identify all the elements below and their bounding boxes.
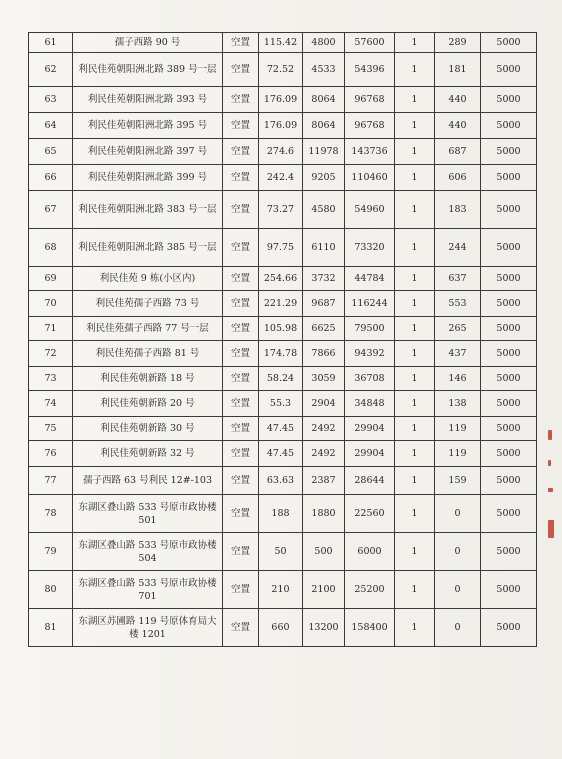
cell-status: 空置: [223, 571, 259, 609]
cell-address: 东湖区叠山路 533 号原市政协楼 501: [73, 495, 223, 533]
cell-area: 47.45: [259, 417, 303, 441]
cell-area: 174.78: [259, 341, 303, 367]
cell-annual-rent: 57600: [345, 33, 395, 53]
table-row: [29, 267, 537, 291]
cell-monthly-rent: 8064: [303, 87, 345, 113]
cell-annual-rent: 54396: [345, 53, 395, 87]
table-row: [29, 441, 537, 467]
cell-monthly-rent: 1880: [303, 495, 345, 533]
cell-area: 50: [259, 533, 303, 571]
table-row: [29, 495, 537, 533]
cell-status: 空置: [223, 191, 259, 229]
cell-deposit: 5000: [481, 165, 537, 191]
cell-status: 空置: [223, 495, 259, 533]
red-stamp-fragment: [548, 430, 558, 560]
cell-annual-rent: 110460: [345, 165, 395, 191]
cell-deposit: 5000: [481, 467, 537, 495]
cell-area: 72.52: [259, 53, 303, 87]
cell-address: 利民佳苑孺子西路 77 号一层: [73, 317, 223, 341]
cell-fee: 0: [435, 495, 481, 533]
cell-status: 空置: [223, 113, 259, 139]
cell-status: 空置: [223, 229, 259, 267]
cell-area: 115.42: [259, 33, 303, 53]
table-row: [29, 165, 537, 191]
table-row: [29, 291, 537, 317]
cell-monthly-rent: 11978: [303, 139, 345, 165]
cell-deposit: 5000: [481, 53, 537, 87]
cell-fee: 637: [435, 267, 481, 291]
cell-status: 空置: [223, 609, 259, 647]
cell-address: 利民佳苑 9 栋(小区内): [73, 267, 223, 291]
cell-term: 1: [395, 609, 435, 647]
table-row: [29, 467, 537, 495]
cell-monthly-rent: 2904: [303, 391, 345, 417]
table-row: [29, 341, 537, 367]
cell-area: 242.4: [259, 165, 303, 191]
table-row: [29, 33, 537, 53]
cell-annual-rent: 25200: [345, 571, 395, 609]
cell-status: 空置: [223, 165, 259, 191]
table-row: [29, 87, 537, 113]
cell-number: 78: [29, 495, 73, 533]
cell-annual-rent: 94392: [345, 341, 395, 367]
cell-annual-rent: 158400: [345, 609, 395, 647]
cell-address: 利民佳苑朝阳洲北路 399 号: [73, 165, 223, 191]
table-row: [29, 317, 537, 341]
cell-monthly-rent: 500: [303, 533, 345, 571]
cell-monthly-rent: 9687: [303, 291, 345, 317]
cell-fee: 138: [435, 391, 481, 417]
cell-fee: 146: [435, 367, 481, 391]
cell-monthly-rent: 2387: [303, 467, 345, 495]
cell-deposit: 5000: [481, 571, 537, 609]
cell-deposit: 5000: [481, 229, 537, 267]
cell-fee: 553: [435, 291, 481, 317]
cell-monthly-rent: 3732: [303, 267, 345, 291]
cell-status: 空置: [223, 533, 259, 571]
cell-number: 67: [29, 191, 73, 229]
cell-area: 47.45: [259, 441, 303, 467]
cell-fee: 244: [435, 229, 481, 267]
cell-fee: 181: [435, 53, 481, 87]
cell-term: 1: [395, 229, 435, 267]
cell-address: 东湖区叠山路 533 号原市政协楼 701: [73, 571, 223, 609]
cell-status: 空置: [223, 417, 259, 441]
cell-fee: 265: [435, 317, 481, 341]
cell-term: 1: [395, 533, 435, 571]
cell-annual-rent: 22560: [345, 495, 395, 533]
cell-area: 188: [259, 495, 303, 533]
cell-deposit: 5000: [481, 533, 537, 571]
cell-address: 东湖区叠山路 533 号原市政协楼 504: [73, 533, 223, 571]
cell-address: 利民佳苑朝新路 20 号: [73, 391, 223, 417]
cell-deposit: 5000: [481, 367, 537, 391]
cell-status: 空置: [223, 441, 259, 467]
cell-annual-rent: 96768: [345, 87, 395, 113]
cell-term: 1: [395, 267, 435, 291]
cell-annual-rent: 79500: [345, 317, 395, 341]
cell-monthly-rent: 9205: [303, 165, 345, 191]
cell-number: 63: [29, 87, 73, 113]
cell-number: 77: [29, 467, 73, 495]
cell-annual-rent: 29904: [345, 441, 395, 467]
table-row: [29, 571, 537, 609]
cell-annual-rent: 96768: [345, 113, 395, 139]
cell-fee: 687: [435, 139, 481, 165]
cell-address: 利民佳苑孺子西路 73 号: [73, 291, 223, 317]
cell-monthly-rent: 13200: [303, 609, 345, 647]
cell-area: 254.66: [259, 267, 303, 291]
cell-address: 孺子西路 63 号利民 12#-103: [73, 467, 223, 495]
cell-address: 利民佳苑孺子西路 81 号: [73, 341, 223, 367]
cell-monthly-rent: 4800: [303, 33, 345, 53]
cell-fee: 183: [435, 191, 481, 229]
property-table: [28, 32, 537, 647]
cell-term: 1: [395, 467, 435, 495]
cell-number: 74: [29, 391, 73, 417]
cell-status: 空置: [223, 317, 259, 341]
cell-fee: 437: [435, 341, 481, 367]
cell-monthly-rent: 2100: [303, 571, 345, 609]
table-row: [29, 139, 537, 165]
cell-number: 61: [29, 33, 73, 53]
cell-area: 58.24: [259, 367, 303, 391]
cell-address: 利民佳苑朝阳洲北路 383 号一层: [73, 191, 223, 229]
cell-monthly-rent: 2492: [303, 417, 345, 441]
cell-monthly-rent: 2492: [303, 441, 345, 467]
table-row: [29, 191, 537, 229]
table-row: [29, 229, 537, 267]
cell-annual-rent: 6000: [345, 533, 395, 571]
cell-term: 1: [395, 53, 435, 87]
cell-address: 利民佳苑朝新路 30 号: [73, 417, 223, 441]
cell-status: 空置: [223, 87, 259, 113]
cell-term: 1: [395, 317, 435, 341]
cell-number: 76: [29, 441, 73, 467]
cell-status: 空置: [223, 139, 259, 165]
cell-area: 176.09: [259, 113, 303, 139]
cell-area: 274.6: [259, 139, 303, 165]
cell-fee: 606: [435, 165, 481, 191]
cell-number: 68: [29, 229, 73, 267]
cell-fee: 0: [435, 571, 481, 609]
cell-deposit: 5000: [481, 609, 537, 647]
cell-deposit: 5000: [481, 139, 537, 165]
cell-annual-rent: 29904: [345, 417, 395, 441]
cell-status: 空置: [223, 267, 259, 291]
cell-area: 660: [259, 609, 303, 647]
cell-area: 55.3: [259, 391, 303, 417]
cell-monthly-rent: 3059: [303, 367, 345, 391]
cell-number: 71: [29, 317, 73, 341]
cell-term: 1: [395, 417, 435, 441]
cell-fee: 0: [435, 609, 481, 647]
cell-deposit: 5000: [481, 113, 537, 139]
cell-number: 73: [29, 367, 73, 391]
cell-number: 66: [29, 165, 73, 191]
cell-address: 利民佳苑朝阳洲北路 385 号一层: [73, 229, 223, 267]
table-row: [29, 533, 537, 571]
table-row: [29, 113, 537, 139]
cell-term: 1: [395, 367, 435, 391]
cell-fee: 0: [435, 533, 481, 571]
cell-number: 69: [29, 267, 73, 291]
table-row: [29, 609, 537, 647]
cell-address: 利民佳苑朝新路 32 号: [73, 441, 223, 467]
cell-area: 63.63: [259, 467, 303, 495]
cell-annual-rent: 143736: [345, 139, 395, 165]
cell-term: 1: [395, 495, 435, 533]
cell-deposit: 5000: [481, 341, 537, 367]
cell-annual-rent: 34848: [345, 391, 395, 417]
cell-number: 70: [29, 291, 73, 317]
cell-status: 空置: [223, 341, 259, 367]
cell-monthly-rent: 8064: [303, 113, 345, 139]
cell-fee: 119: [435, 417, 481, 441]
cell-fee: 119: [435, 441, 481, 467]
cell-term: 1: [395, 87, 435, 113]
cell-deposit: 5000: [481, 267, 537, 291]
cell-area: 176.09: [259, 87, 303, 113]
cell-address: 利民佳苑朝阳洲北路 389 号一层: [73, 53, 223, 87]
cell-deposit: 5000: [481, 317, 537, 341]
cell-number: 62: [29, 53, 73, 87]
cell-term: 1: [395, 191, 435, 229]
cell-annual-rent: 116244: [345, 291, 395, 317]
cell-number: 72: [29, 341, 73, 367]
cell-term: 1: [395, 165, 435, 191]
cell-monthly-rent: 4533: [303, 53, 345, 87]
cell-term: 1: [395, 571, 435, 609]
cell-area: 73.27: [259, 191, 303, 229]
cell-address: 利民佳苑朝阳洲北路 395 号: [73, 113, 223, 139]
cell-monthly-rent: 7866: [303, 341, 345, 367]
cell-deposit: 5000: [481, 495, 537, 533]
cell-number: 81: [29, 609, 73, 647]
cell-term: 1: [395, 139, 435, 165]
cell-term: 1: [395, 33, 435, 53]
cell-term: 1: [395, 441, 435, 467]
cell-deposit: 5000: [481, 441, 537, 467]
table-row: [29, 417, 537, 441]
cell-annual-rent: 28644: [345, 467, 395, 495]
cell-annual-rent: 73320: [345, 229, 395, 267]
cell-deposit: 5000: [481, 191, 537, 229]
cell-annual-rent: 36708: [345, 367, 395, 391]
table-row: [29, 53, 537, 87]
cell-number: 75: [29, 417, 73, 441]
cell-term: 1: [395, 391, 435, 417]
cell-status: 空置: [223, 53, 259, 87]
cell-deposit: 5000: [481, 33, 537, 53]
cell-fee: 440: [435, 87, 481, 113]
cell-deposit: 5000: [481, 291, 537, 317]
cell-status: 空置: [223, 33, 259, 53]
cell-address: 利民佳苑朝阳洲北路 393 号: [73, 87, 223, 113]
cell-area: 105.98: [259, 317, 303, 341]
cell-fee: 159: [435, 467, 481, 495]
cell-area: 97.75: [259, 229, 303, 267]
cell-deposit: 5000: [481, 87, 537, 113]
cell-number: 65: [29, 139, 73, 165]
cell-area: 221.29: [259, 291, 303, 317]
cell-address: 孺子西路 90 号: [73, 33, 223, 53]
cell-number: 64: [29, 113, 73, 139]
cell-monthly-rent: 6625: [303, 317, 345, 341]
cell-status: 空置: [223, 467, 259, 495]
cell-status: 空置: [223, 367, 259, 391]
cell-status: 空置: [223, 391, 259, 417]
cell-term: 1: [395, 291, 435, 317]
cell-term: 1: [395, 341, 435, 367]
cell-deposit: 5000: [481, 391, 537, 417]
cell-monthly-rent: 4580: [303, 191, 345, 229]
cell-number: 79: [29, 533, 73, 571]
cell-status: 空置: [223, 291, 259, 317]
cell-address: 东湖区苏圃路 119 号原体育局大楼 1201: [73, 609, 223, 647]
cell-annual-rent: 54960: [345, 191, 395, 229]
cell-address: 利民佳苑朝新路 18 号: [73, 367, 223, 391]
cell-number: 80: [29, 571, 73, 609]
cell-monthly-rent: 6110: [303, 229, 345, 267]
table-row: [29, 391, 537, 417]
cell-area: 210: [259, 571, 303, 609]
cell-fee: 289: [435, 33, 481, 53]
cell-annual-rent: 44784: [345, 267, 395, 291]
cell-fee: 440: [435, 113, 481, 139]
cell-term: 1: [395, 113, 435, 139]
table-row: [29, 367, 537, 391]
cell-address: 利民佳苑朝阳洲北路 397 号: [73, 139, 223, 165]
cell-deposit: 5000: [481, 417, 537, 441]
